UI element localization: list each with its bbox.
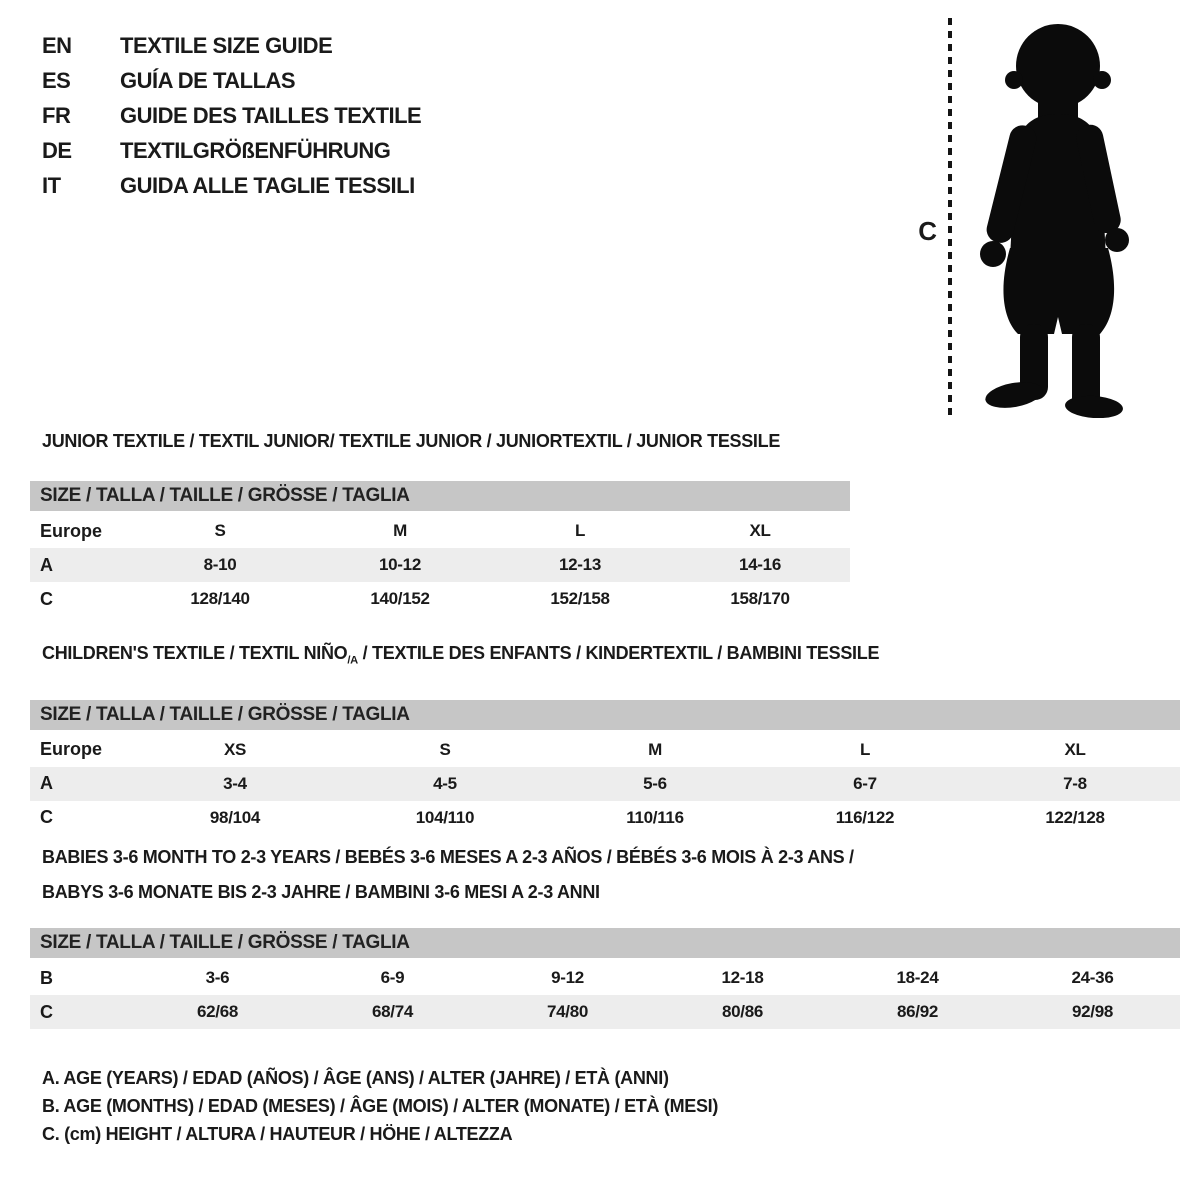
table-cell: 92/98: [1071, 1002, 1114, 1021]
table-cell: 110/116: [626, 807, 684, 827]
title-text: JUNIOR TEXTILE / TEXTIL JUNIOR/ TEXTILE JUNIOR / JUNIORTEXTIL / JUNIOR TESSILE: [42, 431, 781, 451]
table-cell: 86/92: [896, 1002, 939, 1021]
row-label: B: [40, 967, 53, 988]
table-cell: 98/104: [209, 807, 261, 827]
table-cell: 158/170: [730, 589, 790, 608]
size-table-junior: [30, 481, 850, 616]
language-code: ES: [42, 67, 71, 93]
table-cell: 9-12: [551, 968, 584, 987]
table-cell: 24-36: [1071, 968, 1114, 987]
table-cell: 62/68: [196, 1002, 239, 1021]
section-title-line: [42, 846, 1180, 869]
row-label: C: [40, 1001, 53, 1022]
toddler-silhouette-icon: [970, 18, 1140, 418]
table-cell: 7-8: [1063, 773, 1087, 793]
table-cell: 122/128: [1045, 807, 1105, 827]
height-measure-dashed-line: [946, 14, 954, 420]
title-text: /A: [347, 654, 358, 667]
row-label: C: [40, 807, 53, 828]
figure-block: [895, 14, 1157, 422]
language-row-it: [42, 168, 421, 203]
section-title-junior: [42, 430, 850, 453]
table-cell: 3-4: [223, 773, 247, 793]
table-cell: M: [393, 521, 407, 540]
language-row-fr: [42, 98, 421, 133]
table-cell: S: [214, 521, 226, 540]
guide-title: GUÍA DE TALLAS: [120, 67, 296, 93]
table-cell: 12-18: [721, 968, 764, 987]
language-code: DE: [42, 137, 72, 163]
table-cell: 152/158: [550, 589, 610, 608]
title-text: BABYS 3-6 MONATE BIS 2-3 JAHRE / BAMBINI 3-6 MESI A 2-3 ANNI: [42, 882, 600, 902]
language-code: FR: [42, 102, 71, 128]
guide-title: GUIDA ALLE TAGLIE TESSILI: [120, 172, 415, 198]
size-table-children: [30, 700, 1180, 835]
row-label: A: [40, 554, 53, 575]
guide-title: GUIDE DES TAILLES TEXTILE: [120, 102, 422, 128]
table-cell: XL: [1064, 739, 1086, 759]
table-cell: 14-16: [739, 555, 781, 574]
table-cell: M: [648, 739, 662, 759]
section-junior: [30, 430, 850, 616]
table-cell: 4-5: [433, 773, 457, 793]
table-cell: XL: [749, 521, 771, 540]
table-cell: 140/152: [370, 589, 430, 608]
table-cell: 18-24: [896, 968, 939, 987]
table-cell: XS: [223, 739, 247, 759]
table-cell: S: [439, 739, 451, 759]
table-cell: 116/122: [835, 807, 895, 827]
language-row-es: [42, 63, 421, 98]
table-cell: 5-6: [643, 773, 667, 793]
table-cell: L: [574, 521, 586, 540]
section-title-line: [42, 642, 1180, 673]
table-header-bar: SIZE / TALLA / TAILLE / GRÖSSE / TAGLIA: [30, 481, 850, 511]
section-babies: [30, 846, 1180, 1029]
table-cell: 10-12: [379, 555, 421, 574]
guide-title: TEXTILE SIZE GUIDE: [120, 32, 333, 58]
section-title-children: [42, 642, 1180, 673]
row-label: C: [40, 588, 53, 609]
table-cell: 12-13: [559, 555, 601, 574]
language-row-en: [42, 28, 421, 63]
row-label: A: [40, 773, 53, 794]
row-label: Europe: [40, 739, 103, 760]
title-text: CHILDREN'S TEXTILE / TEXTIL NIÑO: [42, 643, 348, 663]
table-cell: 3-6: [205, 968, 230, 987]
table-row-c: [30, 582, 850, 616]
table-cell: 6-9: [380, 968, 405, 987]
section-children: [30, 642, 1180, 835]
table-header-bar: SIZE / TALLA / TAILLE / GRÖSSE / TAGLIA: [30, 700, 1180, 730]
section-title-line: [42, 430, 850, 453]
table-cell: 8-10: [203, 555, 237, 574]
table-row-b: [30, 961, 1180, 995]
table-row-europe: [30, 514, 850, 548]
legend: [42, 1064, 718, 1148]
table-row-c: [30, 995, 1180, 1029]
size-table-babies: [30, 928, 1180, 1029]
table-cell: 6-7: [853, 773, 877, 793]
language-code: EN: [42, 32, 72, 58]
table-cell: 68/74: [371, 1002, 414, 1021]
section-title-line: [42, 881, 1180, 904]
table-cell: 80/86: [721, 1002, 764, 1021]
legend-line-c: C. (cm) HEIGHT / ALTURA / HAUTEUR / HÖHE / ALTEZZA: [42, 1123, 513, 1144]
table-header-bar: SIZE / TALLA / TAILLE / GRÖSSE / TAGLIA: [30, 928, 1180, 958]
height-measure-label: C: [918, 216, 937, 246]
table-row-a: [30, 548, 850, 582]
guide-title: TEXTILGRÖßENFÜHRUNG: [120, 137, 391, 163]
language-title-list: [42, 28, 421, 203]
table-cell: 128/140: [190, 589, 250, 608]
title-text: / TEXTILE DES ENFANTS / KINDERTEXTIL / BAMBINI TESSILE: [357, 643, 880, 663]
language-code: IT: [42, 172, 61, 198]
title-text: BABIES 3-6 MONTH TO 2-3 YEARS / BEBÉS 3-6 MESES A 2-3 AÑOS / BÉBÉS 3-6 MOIS À 2-3 ANS /: [42, 847, 854, 867]
legend-line-b: B. AGE (MONTHS) / EDAD (MESES) / ÂGE (MOIS) / ALTER (MONATE) / ETÀ (MESI): [42, 1095, 719, 1116]
table-cell: 74/80: [546, 1002, 589, 1021]
table-row-a: [30, 767, 1180, 801]
table-row-europe: [30, 733, 1180, 767]
legend-line-a: A. AGE (YEARS) / EDAD (AÑOS) / ÂGE (ANS) / ALTER (JAHRE) / ETÀ (ANNI): [42, 1067, 669, 1088]
table-row-c: [30, 801, 1180, 835]
language-row-de: [42, 133, 421, 168]
table-cell: L: [859, 739, 871, 759]
table-cell: 104/110: [415, 807, 475, 827]
row-label: Europe: [40, 520, 103, 541]
section-title-babies: [42, 846, 1180, 904]
